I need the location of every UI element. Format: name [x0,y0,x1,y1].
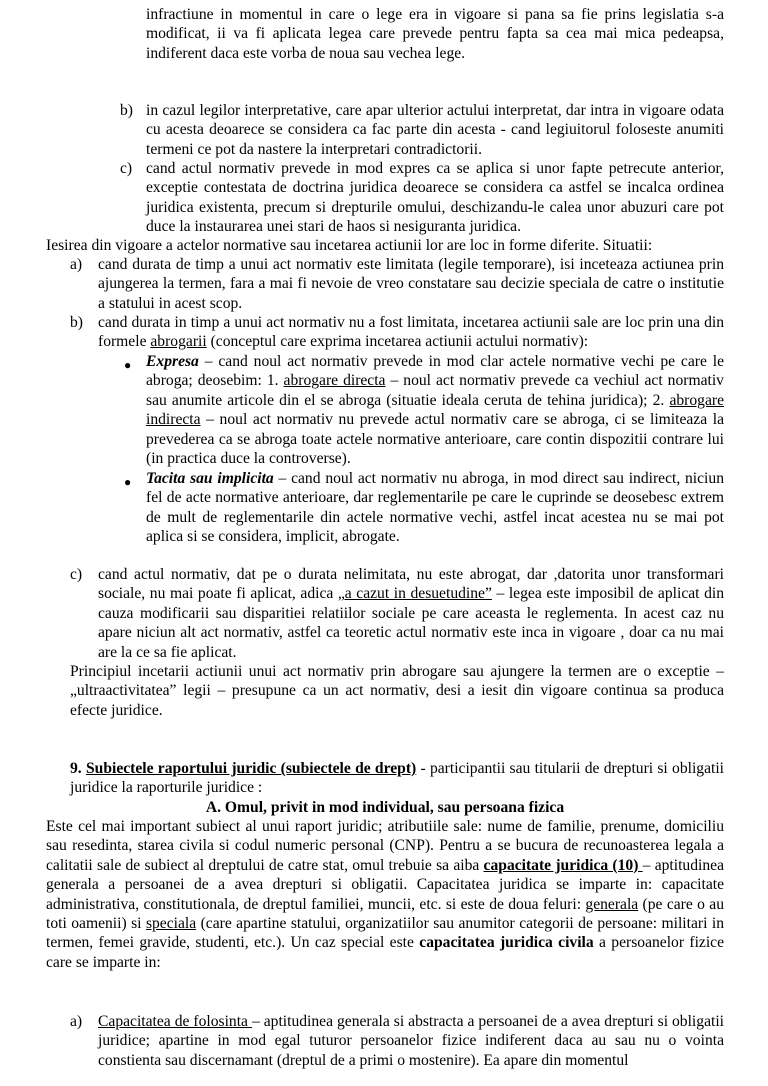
text-run: a persoanelor fizice care se imparte in: [46,934,724,971]
text-run: – aptitudinea generala a persoanei de a avea drepturi si obligatii. Capacitatea juridica se imparte in: capacitate administrativa, constitutionala, de dreptul familiei, muncii, etc. si este de doua feluri: [46,856,724,913]
text-run: cand durata in timp a unui act normativ nu a fost limitata, incetarea actiunii sale are loc prin una din formele [98,314,724,351]
item-text: cand durata de timp a unui act normativ este limitata (legile temporare), isi inceteaza actiunea prin ajungerea la termen, fara a mai fi nevoie de vreo constatare sau decizie speciala de catre o institutie a statului in acest scop. [98,256,724,312]
text-run: – aptitudinea generala si abstracta a persoanei de a avea drepturi si obligatii juridice; apartine in mod egal tuturor persoanelor fizice indiferent daca au sau nu o vointa constienta sau discernamant (dreptul de a primi o mostenire). Ea apare din momentul [98,1013,724,1069]
term-abrogare-directa: abrogare directa [283,372,386,390]
folosinta-text [98,1012,724,1070]
term-expresa: Expresa [146,353,199,370]
text-run: Este cel mai important subiect al unui raport juridic; atributiile sale: nume de familie, prenume, domiciliu sau resedinta, starea civila si codul numeric personal (CNP). Pentru a se bucura de recunoasterea legala a calitatii sale de subiect al dreptului de catre stat, omul trebuie sa aiba [46,818,724,874]
item-label: b) [120,102,133,119]
term-speciala: speciala [145,915,197,933]
item-text: in cazul legilor interpretative, care apar ulterior actului interpretat, dar intra in vigoare odata cu acesta deoarece se considera ca fac parte din acesta - cand legiuitorul foloseste anumiti termeni ce pot da nastere la interpretari contradictorii. [146,102,724,158]
section-title: Subiectele raportului juridic (subiectele de drept) [85,760,417,777]
bullet-icon: ● [124,358,132,372]
text-run: – noul act normativ prevede ca vechiul act normativ sau anumite articole din el se abroga (situatie ideala ceruta de tehina juridica); 2. [146,372,724,409]
term-capacitate-civila: capacitatea juridica civila [419,934,594,952]
item-label: a) [70,1013,83,1030]
item-label: c) [70,566,83,583]
text-run: (conceptul care exprima incetarea actiunii actului normativ): [206,333,589,351]
section-9-heading [70,759,724,798]
term-desuetudine: „a cazut in desuetudine” [337,585,492,603]
text-run: – cand noul act normativ prevede in mod clar actele normative vechi pe care le abroga; deosebim: 1. [146,353,724,390]
term-capacitate-juridica: capacitate juridica (10) [483,856,643,874]
item-label: b) [70,314,83,331]
text-run: - participantii sau titularii de drepturi si obligatii juridice la raporturile juridice : [70,760,724,797]
heading-persoana-fizica: A. Omul, privit in mod individual, sau persoana fizica [205,799,565,816]
text-run: (pe care o au toti oamenii) si [46,895,724,933]
term-capacitate-folosinta: Capacitatea de folosinta [98,1013,252,1030]
text-run: – noul act normativ nu prevede actul normativ care se abroga, ci se limiteaza la prevederea ca se abroga toate actele normative anterioare, care contin dispozitii contrare lui (in practica duce la controverse). [146,411,724,468]
item-label: c) [120,160,133,177]
bullet-expresa-text [146,352,724,468]
term-abrogarii: abrogarii [150,333,207,351]
text-run: cand actul normativ, dat pe o durata nelimitata, nu este abrogat, dar ,datorita unor transformari sociale, nu mai poate fi aplicat, adica [98,566,724,603]
text-run: – legea este imposibil de aplicat din cauza modificarii sau disparitiei relatiilor sociale pe care aceasta le reglementa. In acest caz nu apare niciun alt act normativ, astfel ca teoretic actul normativ este inca in vigoare , doar ca nu mai are la ce sa fie aplicat. [98,585,725,661]
item-text [98,313,724,352]
item-label: a) [70,256,83,273]
term-abrogare-indirecta: abrogare indirecta [146,391,724,429]
term-tacita: Tacita sau implicita [146,470,274,487]
text-run: – cand noul act normativ nu abroga, in mod direct sau indirect, niciun fel de acte normative anterioare, dar reglementarile pe care le cuprinde se deosebesc extrem de mult de reglementarile din actele normative vechi, astfel incat acestea nu se mai pot aplica si se considera, implicit, abrogate. [146,470,724,546]
principiul-paragraph: Principiul incetarii actiunii unui act normativ prin abrogare sau ajungere la termen are o exceptie – „ultraactivitatea” legii – presupune ca un act normativ, desi a iesit din vigoare continua sa produca efecte juridice. [70,663,724,719]
bullet-tacita-text [146,469,724,547]
bullet-icon: ● [124,475,132,489]
continuation-paragraph: infractiune in momentul in care o lege era in vigoare si pana sa fie prins legislatia s-a modificat, ii va fi aplicata legea care prevede pentru fapta sa cea mai mica pedeapsa, indiferent daca este vorba de noua sau vechea lege. [146,6,724,62]
term-generala: generala [585,895,639,913]
text-run: (care apartine statului, organizatiilor sau anumitor categorii de persoane: militari in termen, femei gravide, studenti, etc.). Un caz special este [46,915,724,952]
iesirea-intro: Iesirea din vigoare a actelor normative sau incetarea actiunii lor are loc in forme diferite. Situatii: [46,237,653,254]
section-number: 9. [70,760,82,777]
item-text: cand actul normativ prevede in mod expres ca se aplica si unor fapte petrecute anterior, exceptie contestata de doctrina juridica deoarece se considera ca astfel se incalca ordinea juridica existenta, precum si drepturile omului, deschizandu-le calea unor abuzuri care pot duce la instaurarea unei stari de haos si nesiguranta juridica. [146,160,724,236]
item-text [98,565,724,662]
persoana-fizica-paragraph [46,817,724,972]
